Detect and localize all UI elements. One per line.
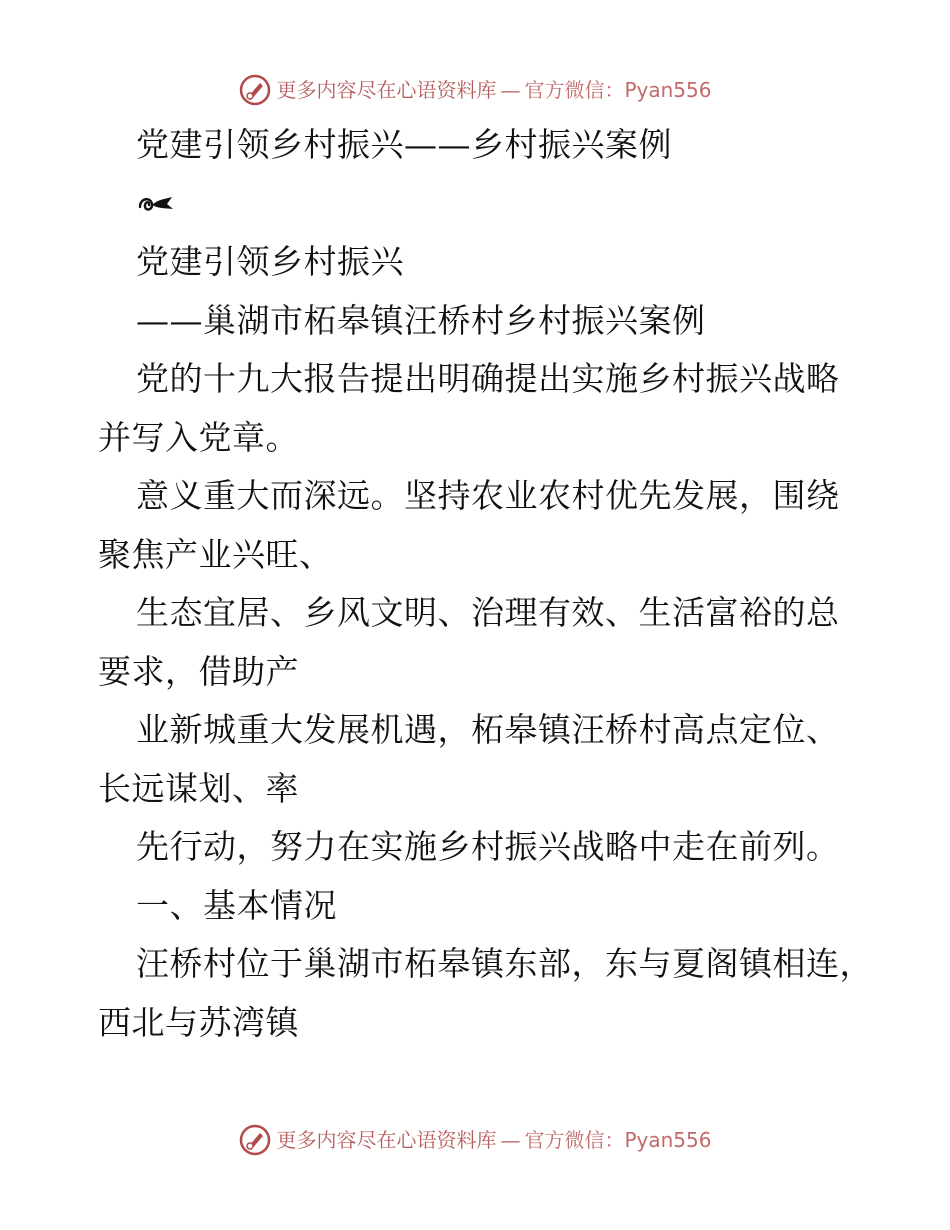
ornamental-flourish-icon bbox=[136, 191, 176, 217]
document-heading: 党建引领乡村振兴 bbox=[136, 242, 404, 281]
watermark-contact: 官方微信：Pyan556 bbox=[524, 1128, 712, 1152]
text-line: 要求，借助产 bbox=[98, 651, 299, 691]
text-line: 西北与苏湾镇 bbox=[98, 1002, 299, 1042]
text-line: 汪桥村位于巢湖市柘皋镇东部，东与夏阁镇相连， bbox=[136, 944, 873, 983]
text-line: 聚焦产业兴旺、 bbox=[98, 534, 333, 574]
text-line: 生态宜居、乡风文明、治理有效、生活富裕的总 bbox=[136, 593, 840, 632]
watermark-text: 更多内容尽在心语资料库 bbox=[276, 1128, 497, 1152]
watermark-contact: 官方微信：Pyan556 bbox=[524, 78, 712, 102]
watermark-header bbox=[0, 72, 950, 108]
text-line: 并写入党章。 bbox=[98, 417, 299, 457]
text-line: 意义重大而深远。坚持农业农村优先发展，围绕 bbox=[136, 476, 840, 515]
red-pen-circle-icon bbox=[238, 1123, 272, 1157]
text-line: 先行动，努力在实施乡村振兴战略中走在前列。 bbox=[136, 827, 840, 866]
text-line: 党的十九大报告提出明确提出实施乡村振兴战略 bbox=[136, 359, 840, 398]
document-subheading: ——巢湖市柘皋镇汪桥村乡村振兴案例 bbox=[136, 300, 706, 340]
watermark-separator: — bbox=[500, 78, 521, 102]
text-line: 长远谋划、率 bbox=[98, 768, 299, 808]
watermark-separator: — bbox=[500, 1128, 521, 1152]
paragraph-lines bbox=[98, 350, 873, 1052]
flourish-row bbox=[98, 175, 858, 234]
watermark-text: 更多内容尽在心语资料库 bbox=[276, 78, 497, 102]
section-heading: 一、基本情况 bbox=[136, 885, 337, 925]
text-line: 业新城重大发展机遇，柘皋镇汪桥村高点定位、 bbox=[136, 710, 840, 749]
document-title: 党建引领乡村振兴——乡村振兴案例 bbox=[136, 125, 672, 164]
red-pen-circle-icon bbox=[238, 73, 272, 107]
watermark-footer bbox=[0, 1122, 950, 1158]
document-body bbox=[98, 116, 873, 1052]
